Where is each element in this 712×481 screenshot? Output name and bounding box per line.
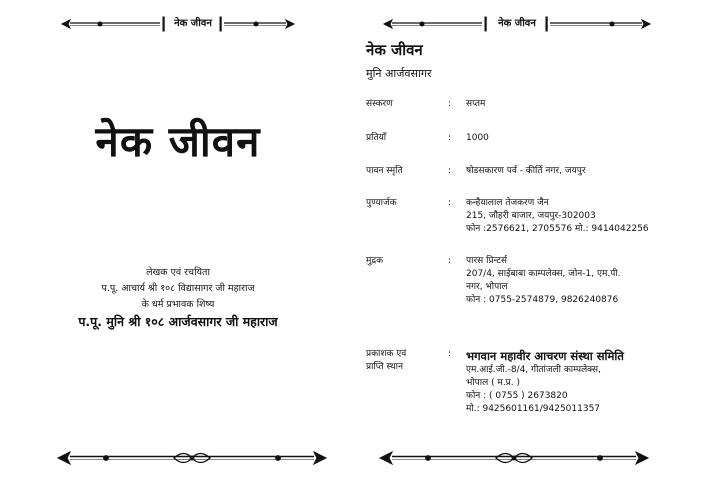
info-colon: : bbox=[448, 349, 452, 359]
printer-phone: फोन : 0755-2574879, 9826240876 bbox=[466, 295, 619, 305]
book-title-small: नेक जीवन bbox=[366, 41, 423, 59]
printer-address: 207/4, साईबाबा काम्पलेक्स, जोन-1, एम.पी. bbox=[466, 269, 621, 279]
info-colon: : bbox=[448, 133, 452, 143]
sponsor-phone: फोन :2576621, 2705576 मो.: 9414042256 bbox=[466, 224, 649, 234]
info-colon: : bbox=[448, 166, 452, 176]
info-key bbox=[366, 348, 446, 374]
printer-city: नगर, भोपाल bbox=[466, 282, 508, 292]
credit-disciple-label: के धर्म प्रभावक शिष्य bbox=[141, 299, 215, 310]
info-value: 1000 bbox=[466, 133, 489, 143]
publisher-name: भगवान महावीर आचरण संस्था समिति bbox=[466, 349, 624, 363]
publisher-address: एम.आई.जी.-8/4, गीतांजली काम्पलेक्स, bbox=[466, 365, 601, 375]
info-value: सप्तम bbox=[466, 99, 486, 109]
publisher-city: भोपाल ( म.प्र. ) bbox=[466, 378, 521, 388]
info-colon: : bbox=[448, 99, 452, 109]
info-value: षोडसकारण पर्व - कीर्ति नगर, जयपुर bbox=[466, 166, 586, 176]
info-colon: : bbox=[448, 198, 452, 208]
info-key: प्रतियाँ bbox=[366, 133, 387, 143]
publisher-mobile: मो.: 9425601161/9425011357 bbox=[466, 404, 601, 414]
publisher-phone: फोन : ( 0755 ) 2673820 bbox=[466, 391, 568, 401]
sponsor-name: कन्हैयालाल तेजकरण जैन bbox=[466, 198, 549, 208]
header-label: नेक जीवन bbox=[498, 18, 536, 29]
info-colon: : bbox=[448, 256, 452, 266]
printer-name: पारस प्रिन्टर्स bbox=[466, 256, 507, 266]
info-key: पावन स्मृति bbox=[366, 166, 403, 176]
publisher-key-line1: प्रकाशक एवं bbox=[366, 349, 407, 359]
sponsor-address: 215, जौहरी बाजार, जयपुर-302003 bbox=[466, 211, 596, 221]
credit-author-label: लेखक एवं रचयिता bbox=[146, 267, 210, 278]
info-key: संस्करण bbox=[366, 99, 393, 109]
credit-guru: प.पू. आचार्य श्री १०८ विद्यासागर जी महाराज bbox=[101, 283, 255, 294]
header-label: नेक जीवन bbox=[174, 18, 212, 29]
info-key: पुण्यार्जक bbox=[366, 198, 397, 208]
book-title: नेक जीवन bbox=[95, 117, 261, 166]
info-value bbox=[466, 348, 696, 416]
bottom-ornament bbox=[56, 447, 328, 469]
author-line: मुनि आर्जवसागर bbox=[366, 67, 432, 80]
info-key: मुद्रक bbox=[366, 256, 384, 266]
credit-author-name: प.पू. मुनि श्री १०८ आर्जवसागर जी महाराज bbox=[78, 314, 278, 329]
right-page bbox=[356, 0, 712, 481]
bottom-ornament bbox=[378, 447, 650, 469]
info-value bbox=[466, 197, 696, 236]
info-value bbox=[466, 255, 696, 307]
publisher-key-line2: प्राप्ति स्थान bbox=[366, 362, 403, 372]
